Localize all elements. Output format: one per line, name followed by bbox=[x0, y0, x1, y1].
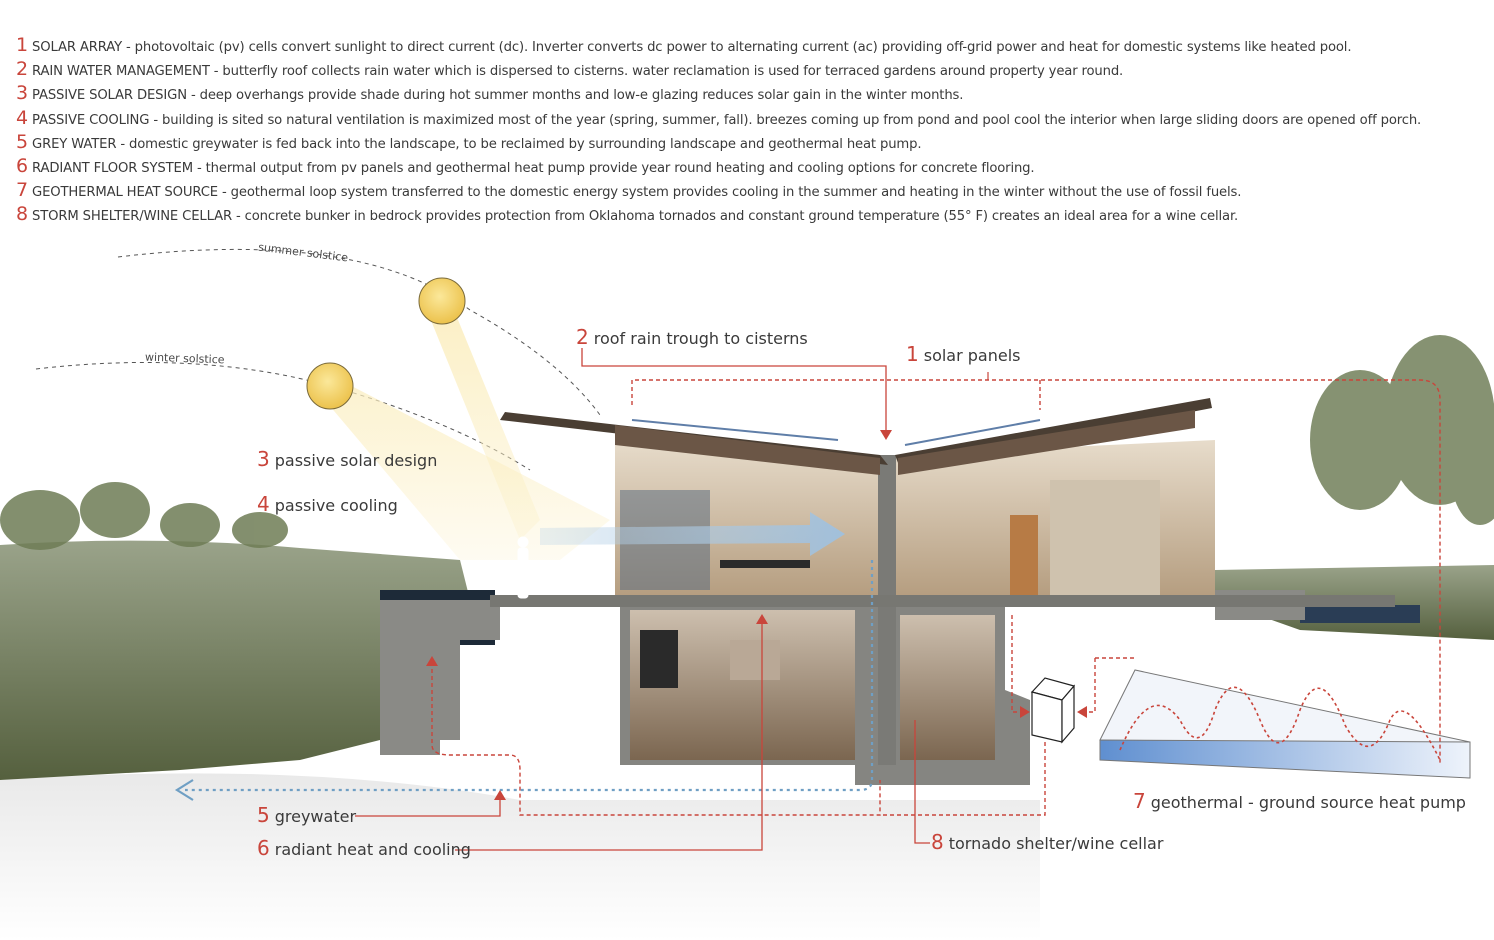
loop-return bbox=[1085, 658, 1095, 712]
callout-passive-cooling bbox=[257, 492, 398, 516]
callout-number: 4 bbox=[257, 492, 270, 516]
callout-solar-panels bbox=[906, 342, 1021, 366]
callout-text: passive cooling bbox=[274, 496, 398, 515]
callout-geothermal bbox=[1133, 789, 1466, 813]
loop-arrowhead bbox=[1077, 706, 1087, 718]
wall-art bbox=[730, 640, 780, 680]
summer-solstice-label: summer solstice bbox=[257, 240, 349, 265]
legend-item bbox=[16, 58, 1476, 82]
legend-item bbox=[16, 179, 1476, 203]
callout-text: geothermal - ground source heat pump bbox=[1150, 793, 1466, 812]
right-pool bbox=[1300, 605, 1420, 623]
ground bbox=[0, 773, 1040, 940]
wood-door bbox=[1010, 515, 1038, 595]
callout-text: passive solar design bbox=[274, 451, 438, 470]
legend-text: PASSIVE COOLING - building is sited so natural ventilation is maximized most of the year (spring, summer, fall). breezes coming up from pond and pool cool the interior when large sliding doors are opened off porch. bbox=[32, 112, 1422, 128]
legend-number: 4 bbox=[16, 106, 29, 129]
legend-number: 2 bbox=[16, 58, 29, 81]
left-foundation bbox=[380, 600, 500, 755]
legend-number: 8 bbox=[16, 203, 29, 226]
legend-text: SOLAR ARRAY - photovoltaic (pv) cells convert sunlight to direct current (dc). Inverter converts dc power to alternating current (ac) providing off-grid power and heat for domestic systems like heated pool. bbox=[32, 40, 1352, 55]
legend-text: RADIANT FLOOR SYSTEM - thermal output from pv panels and geothermal heat pump provide year round heating and cooling options for concrete flooring. bbox=[32, 160, 1035, 176]
floor-slab bbox=[490, 595, 1395, 607]
dining-table bbox=[720, 560, 810, 568]
rain-arrowhead bbox=[880, 430, 892, 440]
ground-loop-front bbox=[1100, 740, 1470, 778]
callout-text: roof rain trough to cisterns bbox=[593, 329, 808, 348]
callout-number: 6 bbox=[257, 836, 270, 860]
legend-text: RAIN WATER MANAGEMENT - butterfly roof collects rain water which is dispersed to cisterns. water reclamation is used for terraced gardens around property year round. bbox=[32, 64, 1124, 80]
legend-item bbox=[16, 155, 1476, 179]
rain-leader bbox=[582, 348, 886, 432]
wine-cellar bbox=[900, 615, 995, 760]
callout-text: radiant heat and cooling bbox=[274, 840, 471, 859]
legend-text: GEOTHERMAL HEAT SOURCE - geothermal loop system transferred to the domestic energy system provides cooling in the summer and heating in the winter without the use of fossil fuels. bbox=[32, 185, 1242, 201]
legend-item bbox=[16, 203, 1476, 227]
callout-roof-rain-trough bbox=[576, 325, 808, 349]
stone-wall bbox=[1050, 480, 1160, 595]
legend-number: 1 bbox=[16, 34, 29, 56]
legend-number: 7 bbox=[16, 179, 29, 202]
legend-text: GREY WATER - domestic greywater is fed back into the landscape, to be reclaimed by surrounding landscape and geothermal heat pump. bbox=[32, 136, 922, 152]
callout-greywater bbox=[257, 803, 356, 827]
legend bbox=[16, 34, 1476, 228]
greywater-leader-arrowhead bbox=[494, 790, 506, 800]
callout-number: 1 bbox=[906, 342, 919, 366]
summer-sun-icon bbox=[419, 278, 465, 324]
callout-text: greywater bbox=[274, 807, 357, 826]
legend-text: PASSIVE SOLAR DESIGN - deep overhangs provide shade during hot summer months and low-e glazing reduces solar gain in the winter months. bbox=[32, 88, 964, 104]
callout-number: 2 bbox=[576, 325, 589, 349]
callout-number: 8 bbox=[931, 830, 944, 854]
legend-item bbox=[16, 82, 1476, 106]
legend-number: 6 bbox=[16, 154, 29, 177]
right-trees bbox=[1310, 335, 1494, 525]
legend-number: 5 bbox=[16, 130, 29, 153]
callout-text: solar panels bbox=[923, 346, 1021, 365]
center-wall bbox=[878, 455, 896, 765]
callout-radiant bbox=[257, 836, 471, 860]
legend-item bbox=[16, 131, 1476, 155]
legend-item bbox=[16, 107, 1476, 131]
winter-solstice-label: winter solstice bbox=[144, 350, 225, 367]
callout-number: 3 bbox=[257, 447, 270, 471]
left-trees bbox=[0, 482, 288, 550]
heat-pump-unit bbox=[1032, 678, 1074, 742]
legend-number: 3 bbox=[16, 82, 29, 105]
callout-text: tornado shelter/wine cellar bbox=[948, 834, 1164, 853]
legend-text: STORM SHELTER/WINE CELLAR - concrete bunker in bedrock provides protection from Oklahoma tornados and constant ground temperature (55° F) creates an ideal area for a wine cellar. bbox=[32, 209, 1239, 225]
callout-passive-solar bbox=[257, 447, 437, 471]
person-silhouette bbox=[518, 537, 528, 598]
legend-item bbox=[16, 34, 1476, 58]
callout-number: 5 bbox=[257, 803, 270, 827]
tv-screen bbox=[640, 630, 678, 688]
winter-sun-icon bbox=[307, 363, 353, 409]
callout-tornado-shelter bbox=[931, 830, 1163, 854]
callout-number: 7 bbox=[1133, 789, 1146, 813]
